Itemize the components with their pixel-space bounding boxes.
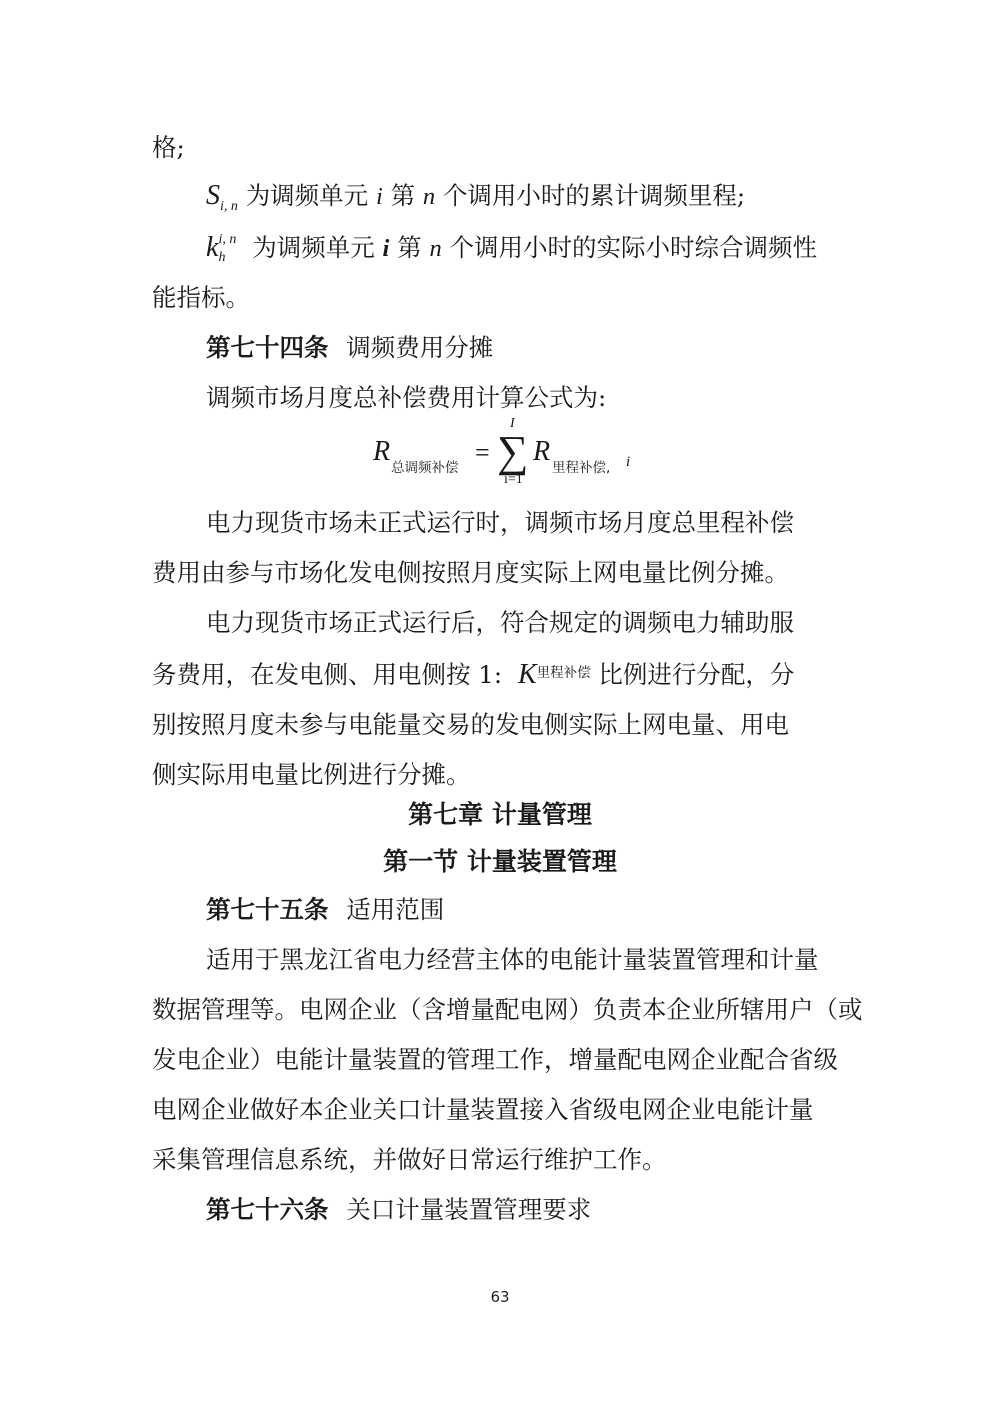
text-fragment: 为调频单元 — [252, 233, 375, 262]
summation-upper-limit: I — [510, 416, 515, 431]
text-fragment: 第 — [397, 233, 422, 262]
text-line — [152, 655, 794, 695]
math-superscript: i, n — [218, 232, 237, 247]
definition-s — [206, 176, 745, 216]
text-fragment: 数据管理等。电网企业（含增量配电网）负责本企业所辖用户（或 — [152, 995, 863, 1024]
text-fragment: 为调频单元 — [245, 181, 369, 210]
text-fragment: 务费用，在发电侧、用电侧按 1: — [152, 660, 503, 689]
math-symbol: i — [382, 235, 390, 262]
formula-rhs: R — [533, 436, 551, 467]
text-fragment: 采集管理信息系统，并做好日常运行维护工作。 — [152, 1145, 667, 1174]
formula-lhs: R — [373, 436, 391, 467]
summation-lower-limit: i=1 — [504, 472, 523, 487]
article-number: 第七十四条 — [206, 333, 329, 362]
article-76-heading — [206, 1190, 591, 1230]
text-fragment: 调频市场月度总补偿费用计算公式为: — [206, 383, 607, 412]
math-subscript: h — [218, 250, 226, 265]
article-title: 关口计量装置管理要求 — [346, 1195, 592, 1224]
compensation-formula — [373, 416, 653, 492]
text-fragment: 发电企业）电能计量装置的管理工作，增量配电网企业配合省级 — [152, 1045, 838, 1074]
chapter-heading — [0, 795, 1000, 835]
definition-k — [206, 228, 817, 268]
math-symbol: K — [517, 659, 537, 690]
text-line — [152, 128, 185, 168]
text-fragment: 个调用小时的实际小时综合调频性 — [449, 233, 817, 262]
text-line — [206, 378, 606, 418]
math-subscript: 里程补偿 — [536, 665, 591, 681]
math-symbol: i — [375, 183, 383, 210]
text-fragment: 能指标。 — [152, 283, 250, 312]
math-symbol: n — [422, 183, 436, 210]
text-fragment: 电力现货市场正式运行后，符合规定的调频电力辅助服 — [206, 608, 794, 637]
text-line — [206, 503, 794, 543]
math-symbol: k — [206, 232, 219, 263]
text-line — [206, 603, 794, 643]
text-fragment: 侧实际用电量比例进行分摊。 — [152, 760, 471, 789]
summation-symbol: ∑ — [497, 427, 529, 476]
text-fragment: 费用由参与市场化发电侧按照月度实际上网电量比例分摊。 — [152, 558, 789, 587]
article-number: 第七十六条 — [206, 1195, 329, 1224]
formula-rhs-index: i — [626, 454, 631, 470]
text-fragment: 别按照月度未参与电能量交易的发电侧实际上网电量、用电 — [152, 710, 789, 739]
page-number: 63 — [490, 1288, 510, 1306]
article-75-heading — [206, 890, 444, 930]
text-line — [152, 705, 789, 745]
article-number: 第七十五条 — [206, 895, 329, 924]
text-line — [152, 553, 789, 593]
text-fragment: 比例进行分配，分 — [598, 660, 795, 689]
text-line — [152, 1090, 814, 1130]
text-fragment: 电网企业做好本企业关口计量装置接入省级电网企业电能计量 — [152, 1095, 814, 1124]
text-fragment: 个调用小时的累计调频里程; — [442, 181, 746, 210]
text-line — [206, 940, 819, 980]
text-fragment: 适用于黑龙江省电力经营主体的电能计量装置管理和计量 — [206, 945, 819, 974]
math-subscript: i, n — [220, 199, 238, 214]
chapter-title: 第七章 计量管理 — [408, 800, 592, 829]
text-line — [152, 755, 471, 795]
math-symbol: S — [206, 180, 220, 211]
math-scripts — [218, 228, 244, 268]
formula-lhs-subscript: 总调频补偿 — [391, 460, 459, 476]
text-line — [152, 278, 250, 318]
text-fragment: 第 — [390, 181, 416, 210]
section-title: 第一节 计量装置管理 — [383, 847, 617, 876]
text-fragment: 电力现货市场未正式运行时，调频市场月度总里程补偿 — [206, 508, 794, 537]
text-line — [152, 1140, 667, 1180]
article-title: 调频费用分摊 — [346, 333, 494, 362]
text-fragment: 格; — [152, 133, 185, 162]
article-74-heading — [206, 328, 493, 368]
formula-rhs-subscript: 里程补偿, — [552, 460, 611, 476]
math-symbol: n — [429, 235, 442, 262]
text-line — [152, 1040, 838, 1080]
formula-equals: = — [475, 438, 490, 467]
text-line — [152, 990, 863, 1030]
article-title: 适用范围 — [346, 895, 445, 924]
section-heading — [0, 842, 1000, 882]
